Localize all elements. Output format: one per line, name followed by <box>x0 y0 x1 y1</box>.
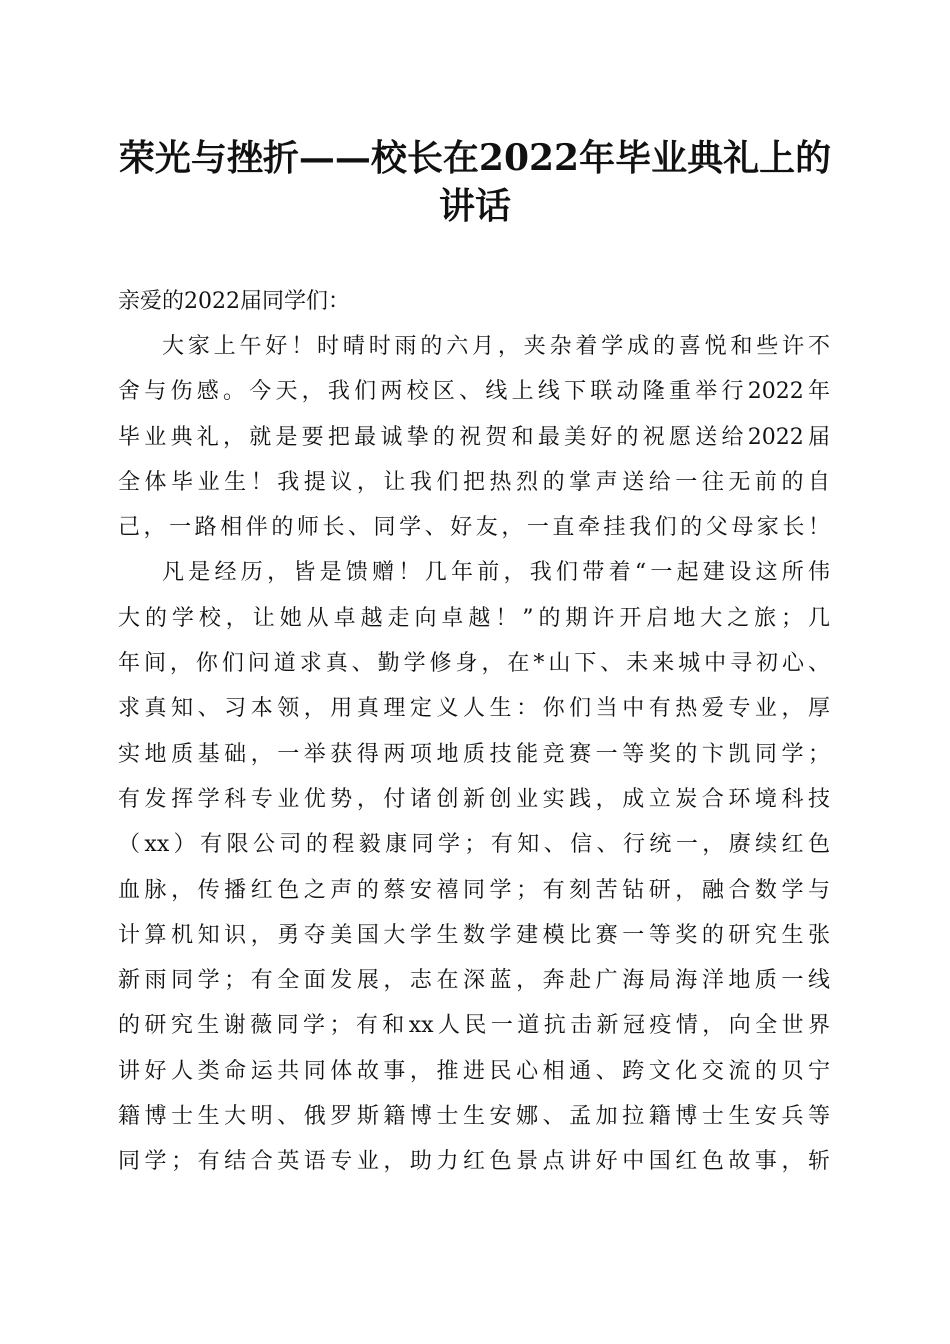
paragraph-greeting <box>118 324 830 550</box>
title-line: 荣光与挫折——校长在2022年毕业典礼上的 <box>118 137 832 179</box>
text-line: 全体毕业生！我提议，让我们把热烈的掌声送给一往无前的自 <box>118 469 830 495</box>
text-line: 舍与伤感。今天，我们两校区、线上线下联动隆重举行2022年 <box>118 379 830 405</box>
text-line: （xx）有限公司的程毅康同学；有知、信、行统一，赓续红色 <box>118 832 830 858</box>
text-line: 讲好人类命运共同体故事，推进民心相通、跨文化交流的贝宁 <box>118 1058 830 1084</box>
text-line: 新雨同学；有全面发展，志在深蓝，奔赴广海局海洋地质一线 <box>118 968 830 994</box>
text-line: 有发挥学科专业优势，付诸创新创业实践，成立炭合环境科技 <box>118 786 830 812</box>
title-line: 讲话 <box>438 185 511 227</box>
text-line: 大的学校，让她从卓越走向卓越！”的期许开启地大之旅；几 <box>118 605 830 631</box>
text-line: 凡是经历，皆是馈赠！几年前，我们带着“一起建设这所伟 <box>162 560 830 586</box>
document-body <box>118 280 830 1185</box>
text-line: 实地质基础，一举获得两项地质技能竞赛一等奖的卞凯同学； <box>118 741 830 767</box>
paragraph-experience <box>118 550 830 1184</box>
text-line: 己，一路相伴的师长、同学、好友，一直牵挂我们的父母家长！ <box>118 515 830 541</box>
text-line: 同学；有结合英语专业，助力红色景点讲好中国红色故事，斩 <box>118 1149 830 1175</box>
text-line: 毕业典礼，就是要把最诚挚的祝贺和最美好的祝愿送给2022届 <box>118 424 830 450</box>
text-line: 籍博士生大明、俄罗斯籍博士生安娜、孟加拉籍博士生安兵等 <box>118 1104 830 1130</box>
salutation: 亲爱的2022届同学们： <box>118 289 350 314</box>
text-line: 求真知、习本领，用真理定义人生：你们当中有热爱专业，厚 <box>118 696 830 722</box>
text-line: 年间，你们问道求真、勤学修身，在*山下、未来城中寻初心、 <box>118 651 830 677</box>
text-line: 血脉，传播红色之声的蔡安禧同学；有刻苦钻研，融合数学与 <box>118 877 830 903</box>
text-line: 计算机知识，勇夺美国大学生数学建模比赛一等奖的研究生张 <box>118 922 830 948</box>
text-line: 的研究生谢薇同学；有和xx人民一道抗击新冠疫情，向全世界 <box>118 1013 830 1039</box>
text-line: 大家上午好！时晴时雨的六月，夹杂着学成的喜悦和些许不 <box>162 334 830 359</box>
document-title <box>110 134 840 230</box>
